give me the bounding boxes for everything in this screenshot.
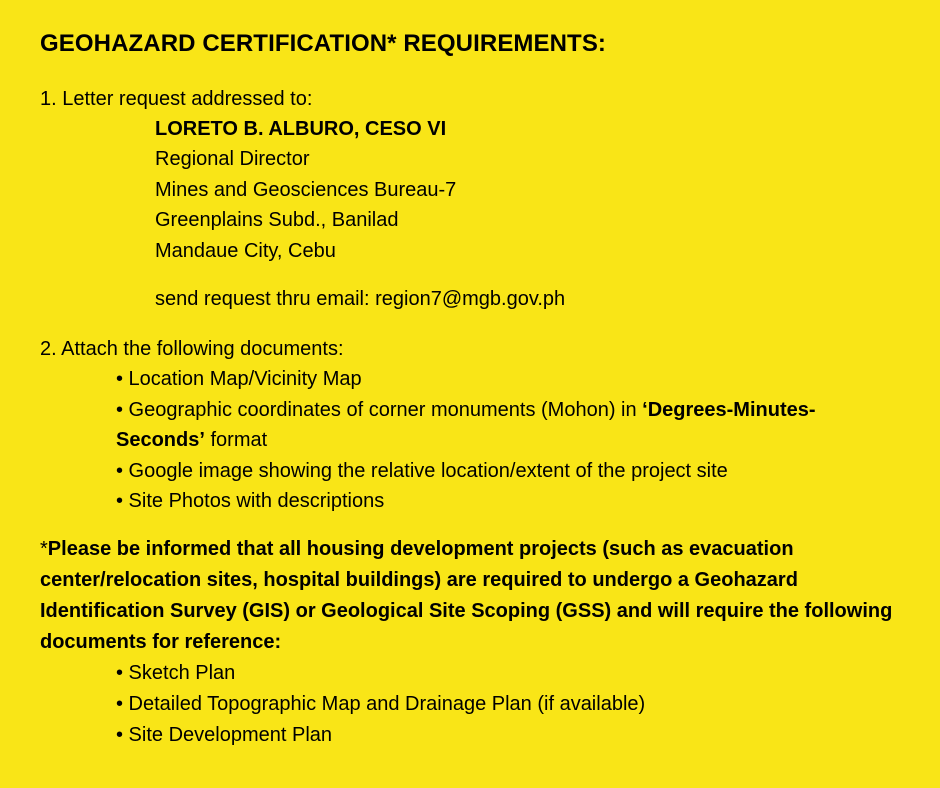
addressee-name: LORETO B. ALBURO, CESO VI bbox=[155, 118, 447, 140]
list-item: • Site Photos with descriptions bbox=[116, 490, 385, 512]
list-item bbox=[116, 395, 816, 425]
notice-text: Please be informed that all housing development projects (such as evacuation center/relocation sites, hospital buildings) are required to undergo a Geohazard Identification Survey (GIS) or Geological Site Scoping (GSS) and will require the following documents for reference: bbox=[40, 538, 893, 653]
addressee-street: Greenplains Subd., Banilad bbox=[155, 209, 399, 231]
email-label: send request thru email: bbox=[155, 288, 376, 310]
format-tail: format bbox=[204, 429, 268, 451]
asterisk: * bbox=[40, 538, 48, 560]
section2-heading: 2. Attach the following documents: bbox=[40, 338, 344, 360]
list-item: • Location Map/Vicinity Map bbox=[116, 368, 362, 390]
list-item-text: • Geographic coordinates of corner monuments (Mohon) in bbox=[116, 399, 643, 421]
email-line bbox=[155, 284, 565, 314]
addressee-position: Regional Director bbox=[155, 148, 310, 170]
list-item: • Site Development Plan bbox=[116, 724, 333, 746]
section1-heading: 1. Letter request addressed to: bbox=[40, 88, 313, 110]
list-item: • Google image showing the relative location/extent of the project site bbox=[116, 460, 728, 482]
notice-paragraph bbox=[40, 534, 910, 658]
page-title: GEOHAZARD CERTIFICATION* REQUIREMENTS: bbox=[40, 30, 607, 57]
format-emphasis-end: Seconds’ bbox=[116, 429, 205, 451]
list-item-continuation bbox=[116, 425, 267, 455]
list-item: • Detailed Topographic Map and Drainage Plan (if available) bbox=[116, 693, 646, 715]
format-emphasis: ‘Degrees-Minutes- bbox=[642, 399, 816, 421]
addressee-office: Mines and Geosciences Bureau-7 bbox=[155, 179, 457, 201]
list-item: • Sketch Plan bbox=[116, 662, 236, 684]
addressee-city: Mandaue City, Cebu bbox=[155, 240, 336, 262]
email-address: region7@mgb.gov.ph bbox=[375, 288, 566, 310]
